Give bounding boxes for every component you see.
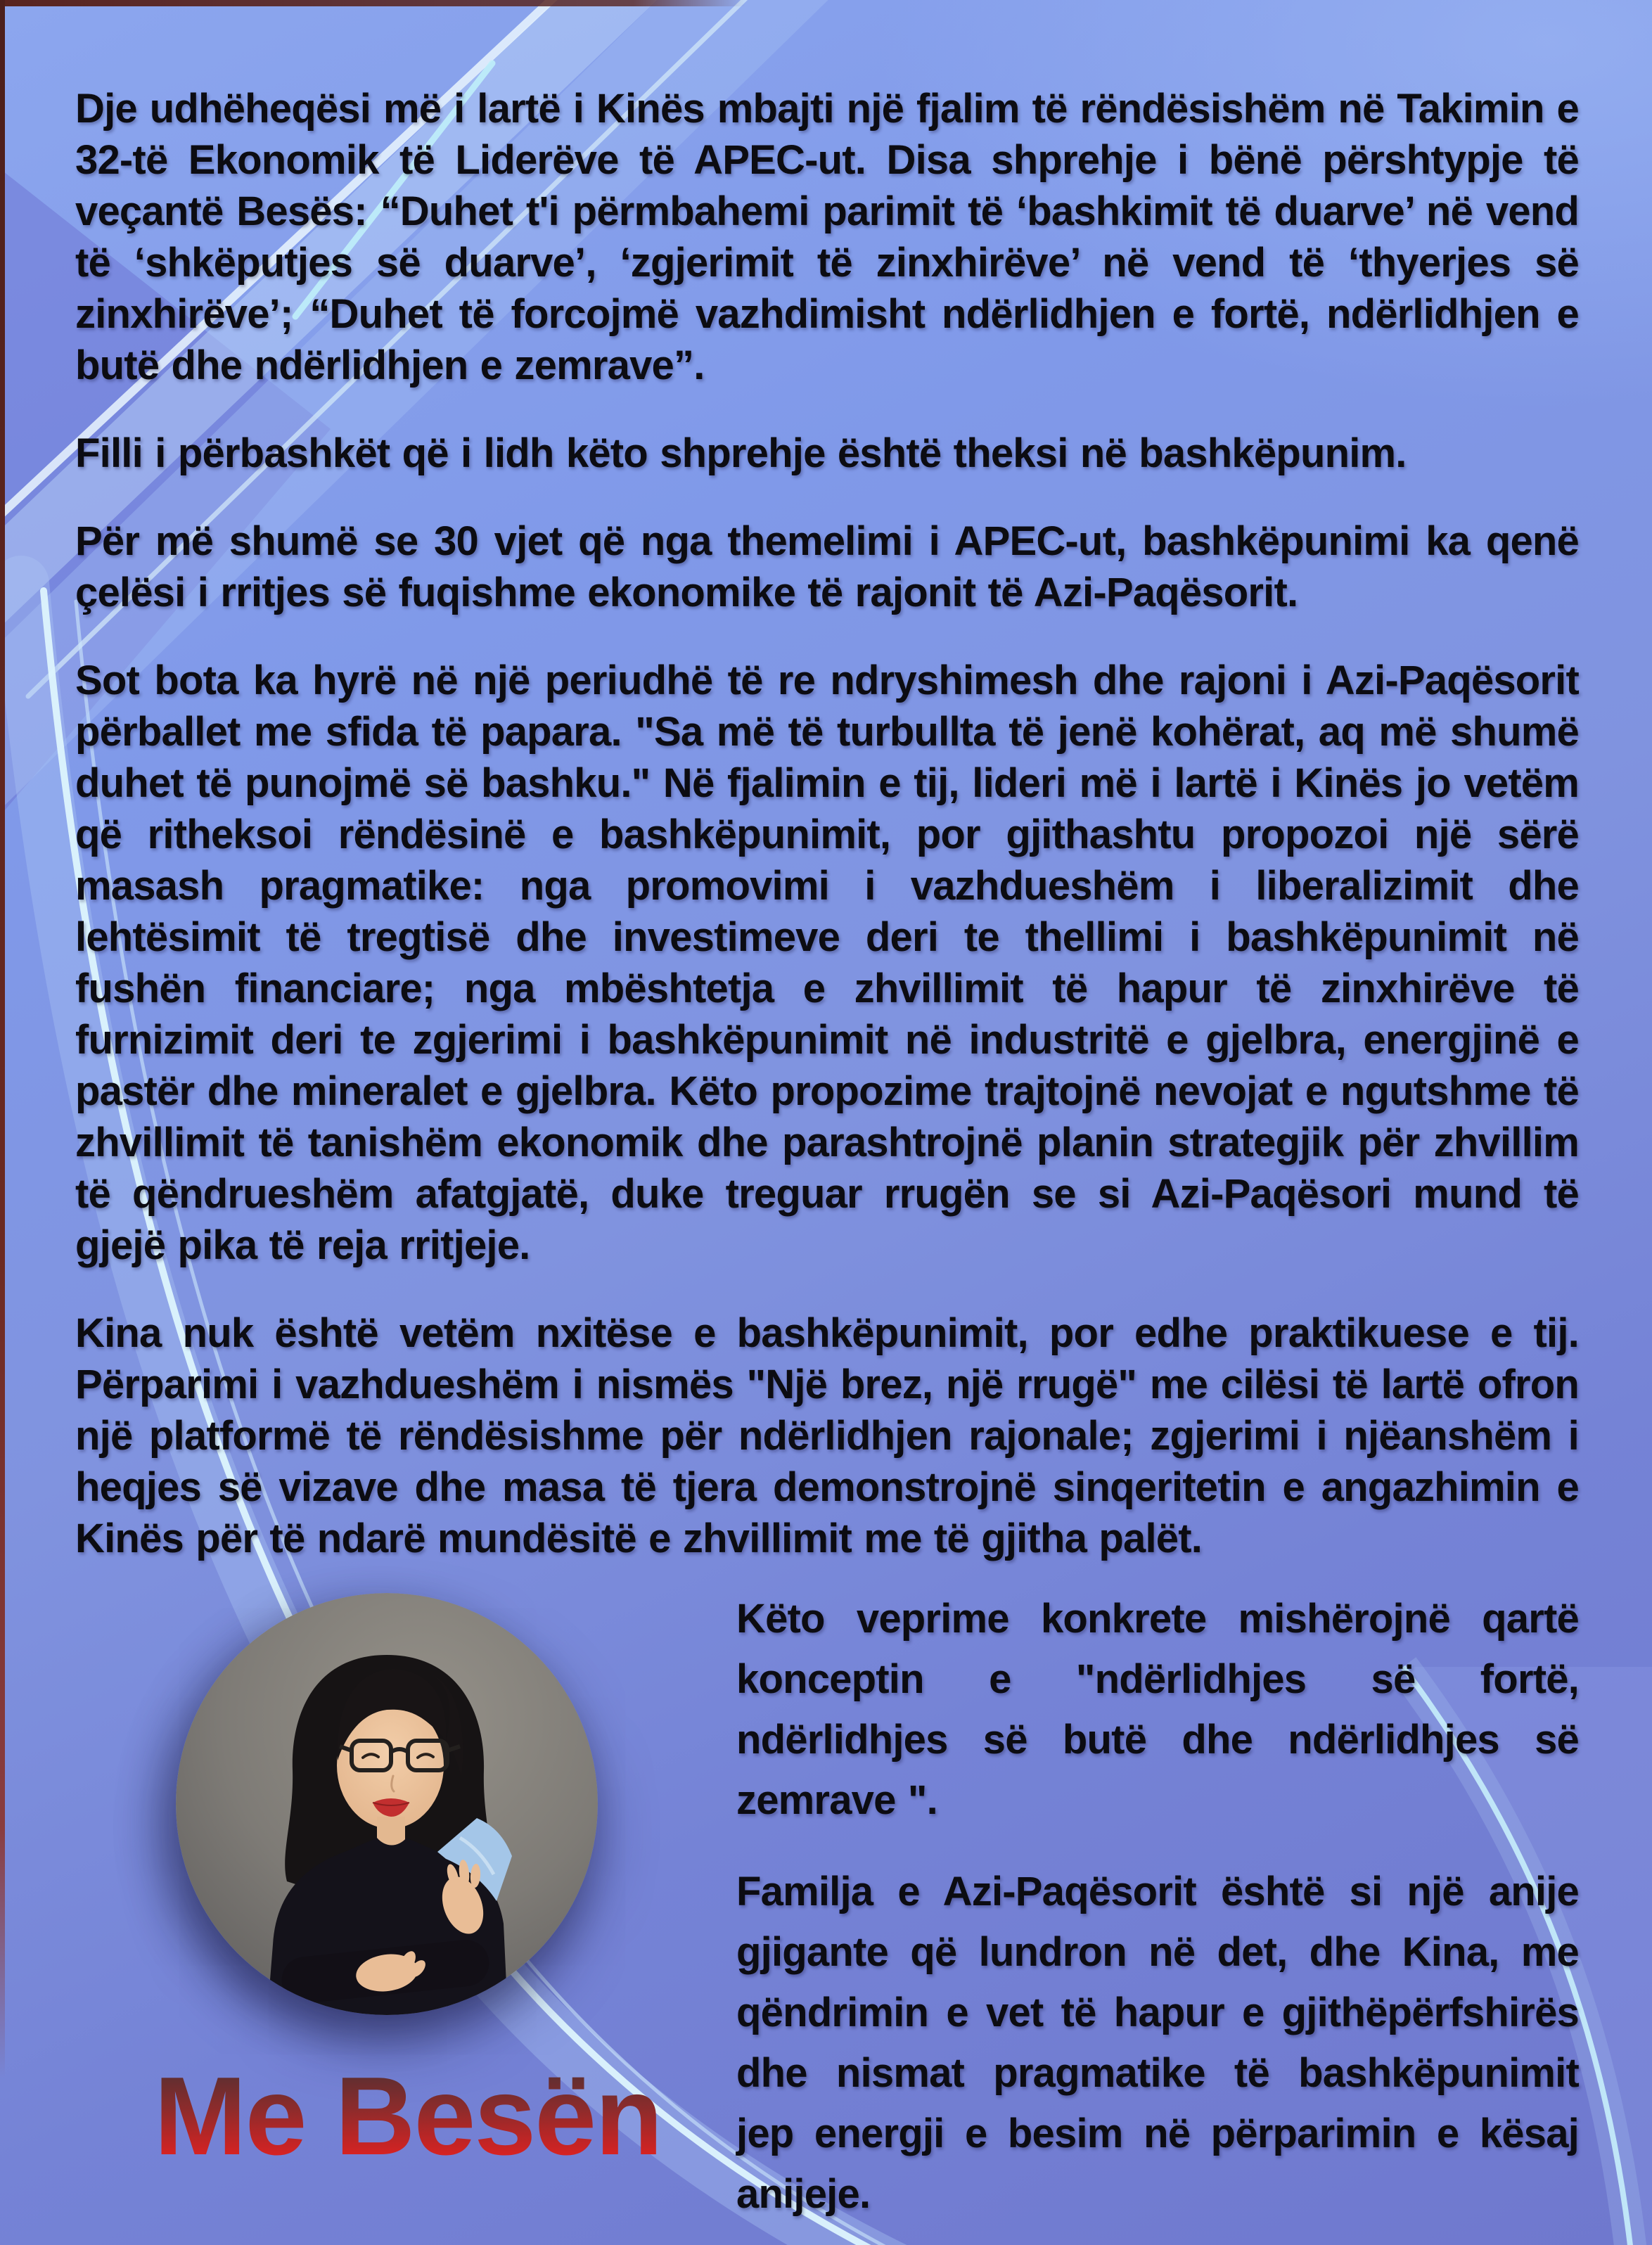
caption-me-besen: Me Besën [154, 2053, 736, 2180]
body-paragraph: Për më shumë se 30 vjet që nga themelimi i APEC-ut, bashkëpunimi ka qenë çelësi i rritjes së fuqishme ekonomike të rajonit të Azi-Paqësorit. [75, 518, 1579, 615]
bottom-section [75, 1579, 1579, 2245]
portrait-illustration [176, 1593, 598, 2015]
edge-red-left [0, 0, 5, 2078]
body-paragraph: Filli i përbashkët që i lidh këto shprehje është theksi në bashkëpunim. [75, 430, 1407, 476]
article-body [75, 83, 1579, 1601]
edge-red-top [0, 0, 745, 6]
body-paragraph: Dje udhëheqësi më i lartë i Kinës mbajti një fjalim të rëndësishëm në Takimin e 32-të Ekonomik të Liderëve të APEC-ut. Disa shprehje i bënë përshtypje të veçantë Besës: “Duhet t'i përmbahemi parimit të ‘bashkimit të duarve’ në vend të ‘shkëputjes së duarve’, ‘zgjerimit të zinxhirëve’ në vend të ‘thyerjes së zinxhirëve’; “Duhet të forcojmë vazhdimisht ndërlidhjen e fortë, ndërlidhjen e butë dhe ndërlidhjen e zemrave”. [75, 86, 1579, 388]
side-column [736, 1579, 1579, 2245]
body-paragraph: Sot bota ka hyrë në një periudhë të re ndryshimesh dhe rajoni i Azi-Paqësorit përballet me sfida të papara. "Sa më të turbullta të jenë kohërat, aq më shumë duhet të punojmë së bashku." Në fjalimin e tij, lideri më i lartë i Kinës jo vetëm që ritheksoi rëndësinë e bashkëpunimit, por gjithashtu propozoi një sërë masash pragmatike: nga promovimi i vazhdueshëm i liberalizimit dhe lehtësimit të tregtisë dhe investimeve deri te thellimi i bashkëpunimit në fushën financiare; nga mbështetja e zhvillimit të hapur të zinxhirëve të furnizimit deri te zgjerimi i bashkëpunimit në industritë e gjelbra, energjinë e pastër dhe mineralet e gjelbra. Këto propozime trajtojnë nevojat e ngutshme të zhvillimit të tanishëm ekonomik dhe parashtrojnë planin strategjik për zhvillim të qëndrueshëm afatgjatë, duke treguar rrugën se si Azi-Paqësori mund të gjejë pika të reja rritjeje. [75, 658, 1579, 1268]
side-paragraph: Këto veprime konkrete mishërojnë qartë konceptin e "ndërlidhjes së fortë, ndërlidhjes së butë dhe ndërlidhjes së zemrave ". [736, 1596, 1579, 1823]
body-paragraph: Kina nuk është vetëm nxitëse e bashkëpunimit, por edhe praktikuese e tij. Përparimi i vazhdueshëm i nismës "Një brez, një rrugë" me cilësi të lartë ofron një platformë të rëndësishme për ndërlidhjen rajonale; zgjerimi i njëanshëm i heqjes së vizave dhe masa të tjera demonstrojnë sinqeritetin e angazhimin e Kinës për të ndarë mundësitë e zhvillimit me të gjitha palët. [75, 1310, 1579, 1561]
side-paragraph: Familja e Azi-Paqësorit është si një anije gjigante që lundron në det, dhe Kina, me qëndrimin e vet të hapur e gjithëpërfshirës dhe nismat pragmatike të bashkëpunimit jep energji e besim në përparimin e kësaj anijeje. [736, 1869, 1579, 2217]
portrait-photo [176, 1593, 598, 2015]
portrait-column [75, 1579, 736, 2245]
